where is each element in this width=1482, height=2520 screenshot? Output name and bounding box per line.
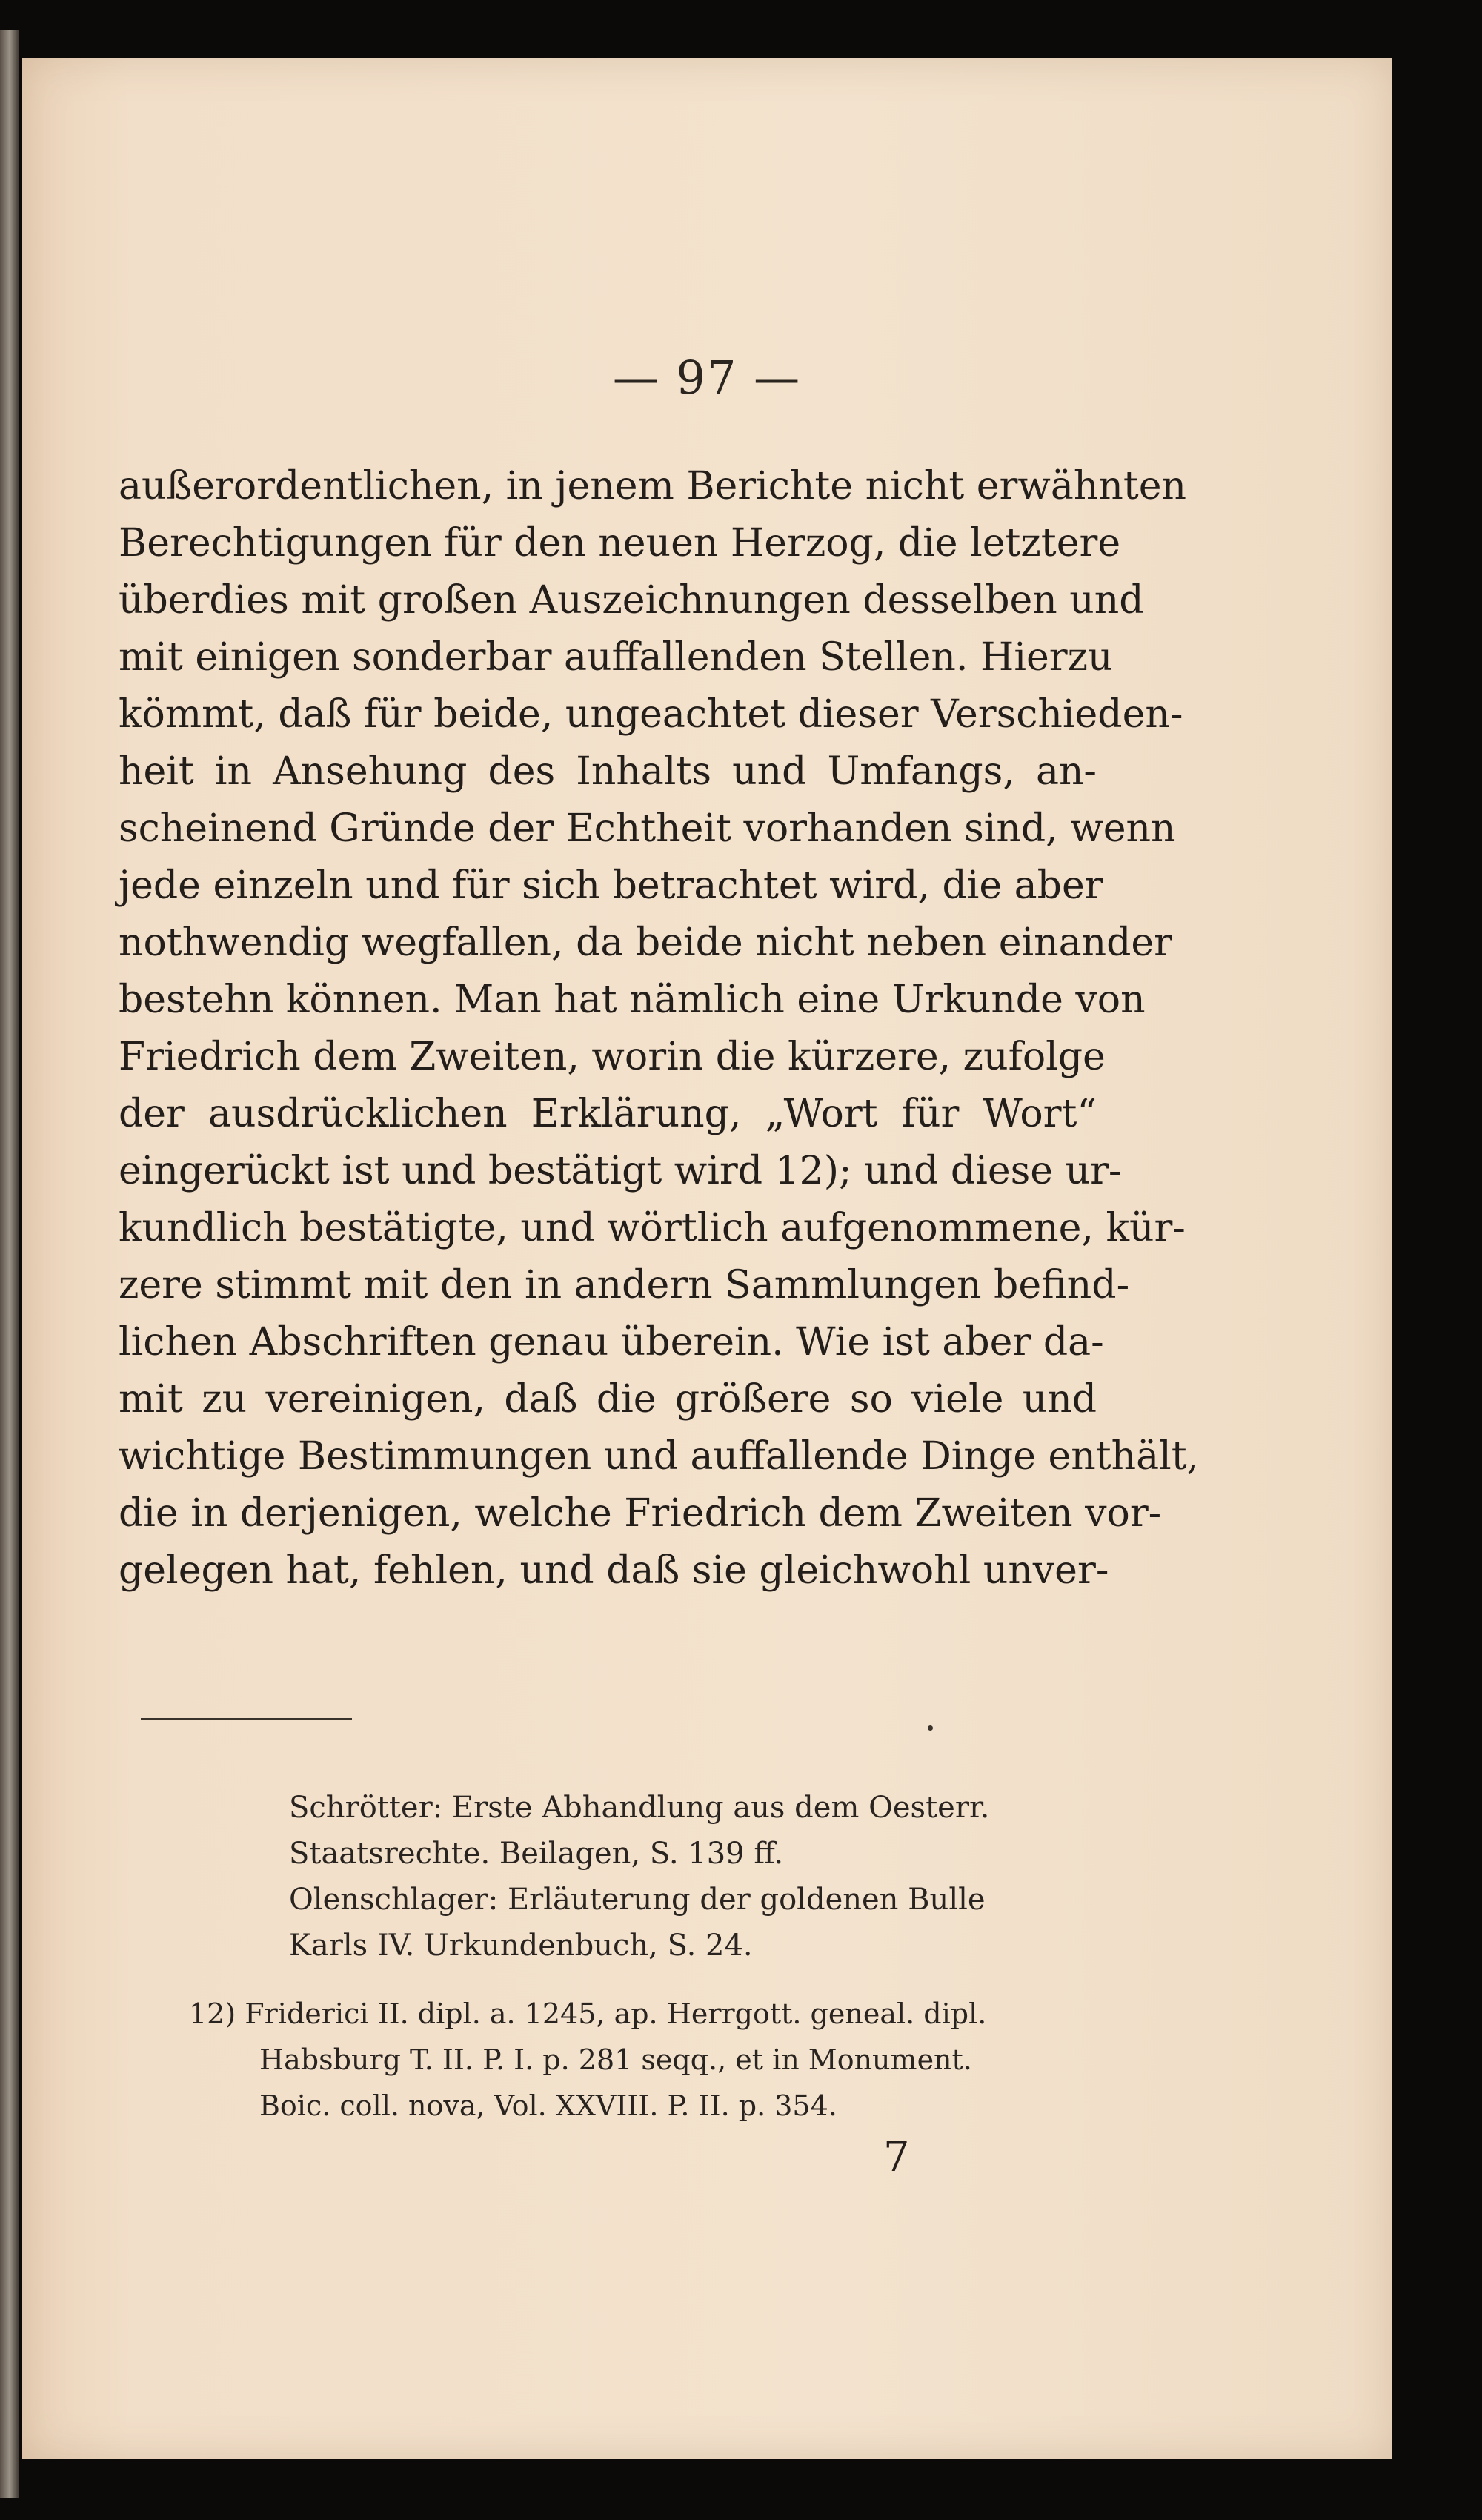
page-header: — 97 — <box>612 351 802 405</box>
body-line: der ausdrücklichen Erklärung, „Wort für Wort“ <box>119 1092 1097 1136</box>
body-line: kömmt, daß für beide, ungeachtet dieser Verschieden- <box>119 692 1183 737</box>
body-line: jede einzeln und für sich betrachtet wird, die aber <box>119 863 1103 908</box>
footnote-line: Boic. coll. nova, Vol. XXVIII. P. II. p. 354. <box>259 2089 837 2122</box>
footnote-separator <box>141 1718 352 1720</box>
body-line: Friedrich dem Zweiten, worin die kürzere, zufolge <box>119 1035 1106 1079</box>
body-line: lichen Abschriften genau überein. Wie ist aber da- <box>119 1320 1104 1365</box>
signature-mark: 7 <box>883 2133 910 2181</box>
note-line: Karls IV. Urkundenbuch, S. 24. <box>289 1929 753 1963</box>
body-line: die in derjenigen, welche Friedrich dem Zweiten vor- <box>119 1491 1162 1536</box>
body-line: gelegen hat, fehlen, und daß sie gleichwohl unver- <box>119 1548 1109 1593</box>
body-line: heit in Ansehung des Inhalts und Umfangs, an- <box>119 749 1097 794</box>
ink-dot <box>928 1725 933 1731</box>
body-line: außerordentlichen, in jenem Berichte nicht erwähnten <box>119 464 1187 508</box>
note-line: Schrötter: Erste Abhandlung aus dem Oesterr. <box>289 1791 990 1825</box>
body-line: eingerückt ist und bestätigt wird 12); und diese ur- <box>119 1149 1122 1193</box>
body-line: mit zu vereinigen, daß die größere so viele und <box>119 1377 1097 1422</box>
body-line: wichtige Bestimmungen und auffallende Dinge enthält, <box>119 1434 1200 1479</box>
note-line: Staatsrechte. Beilagen, S. 139 ff. <box>289 1837 784 1871</box>
body-line: mit einigen sonderbar auffallenden Stellen. Hierzu <box>119 635 1113 680</box>
body-line: kundlich bestätigte, und wörtlich aufgenommene, kür- <box>119 1206 1186 1250</box>
footnote-12 <box>189 1991 1130 2129</box>
body-line: zere stimmt mit den in andern Sammlungen befind- <box>119 1263 1130 1307</box>
body-line: scheinend Gründe der Echtheit vorhanden sind, wenn <box>119 806 1176 851</box>
footnote-line: Habsburg T. II. P. I. p. 281 seqq., et in Monument. <box>259 2043 972 2076</box>
body-line: nothwendig wegfallen, da beide nicht neben einander <box>119 921 1173 965</box>
book-spine-edge <box>0 30 19 2498</box>
body-line: Berechtigungen für den neuen Herzog, die letztere <box>119 521 1121 566</box>
book-page <box>22 58 1392 2459</box>
note-line: Olenschlager: Erläuterung der goldenen Bulle <box>289 1883 986 1917</box>
body-line: überdies mit großen Auszeichnungen desselben und <box>119 578 1144 623</box>
reference-notes <box>289 1785 1119 1969</box>
body-text <box>119 458 1200 1599</box>
footnote-line: 12) Friderici II. dipl. a. 1245, ap. Herrgott. geneal. dipl. <box>189 1997 987 2030</box>
body-line: bestehn können. Man hat nämlich eine Urkunde von <box>119 978 1146 1022</box>
